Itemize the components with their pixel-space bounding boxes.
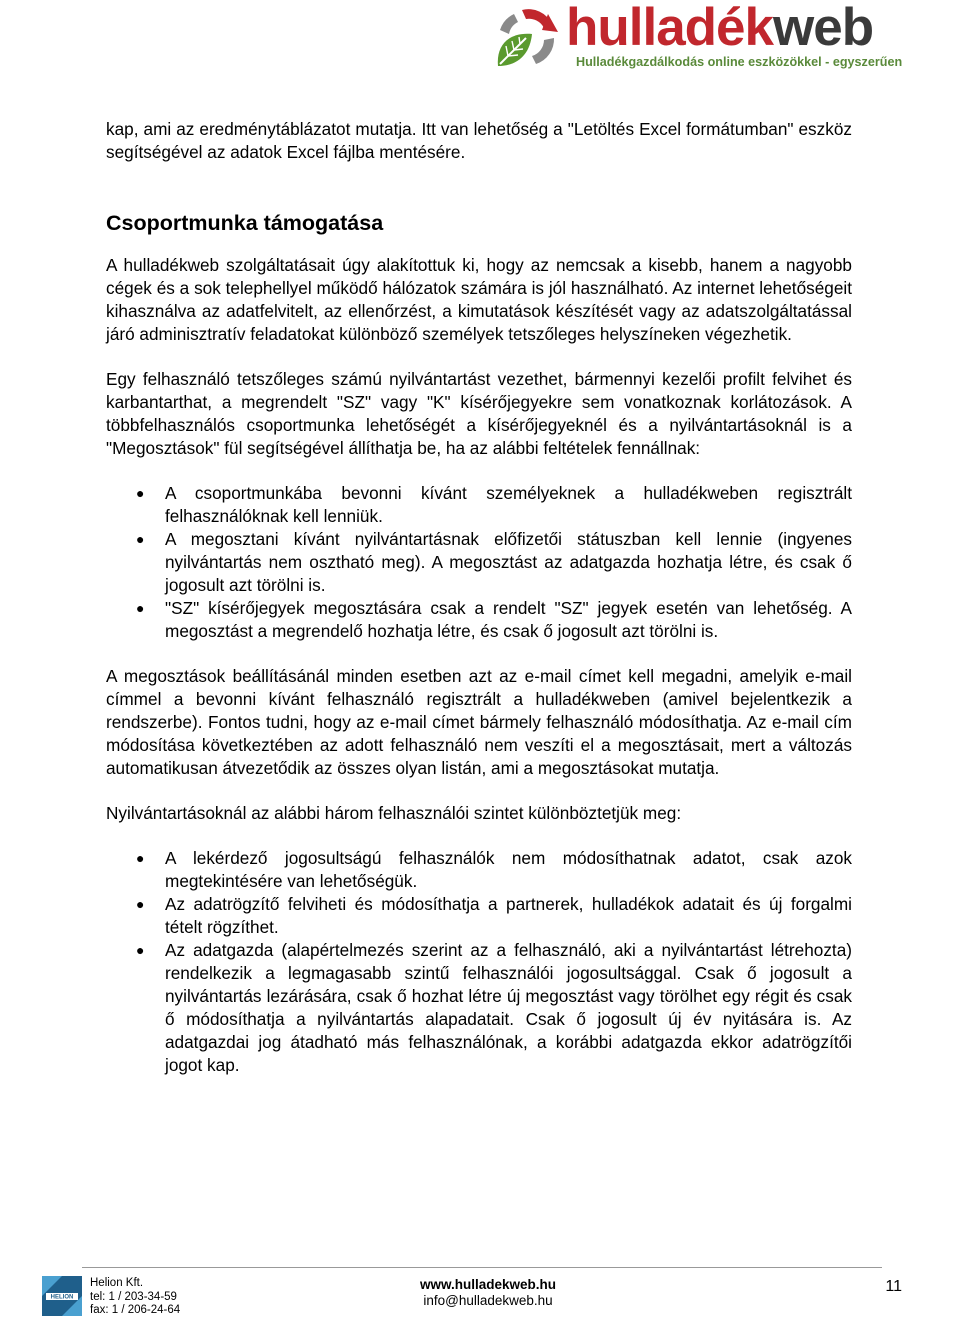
list-item: ● Az adatrögzítő felviheti és módosíthatja a partnerek, hulladékok adatait és új forgalmi tételt rögzíthet. <box>136 894 852 937</box>
footer-web <box>420 1277 556 1309</box>
bullet-icon: ● <box>136 896 145 912</box>
paragraph-3: A megosztások beállításánál minden esetben azt az e-mail címet kell megadni, amelyik e-mail címmel a bevonni kívánt felhasználó regisztrált a hulladékweben (amivel bejelentkezik a rendszerbe). Fontos tudni, hogy az e-mail címet bármely felhasználó módosíthatja. Az e-mail cím módosítása következtében az adott felhasználó nem veszíti el a megosztásait, mert a változás automatikusan átvezetődik az összes olyan listán, ami a megosztásokat mutatja. <box>106 666 852 778</box>
document-body <box>106 118 852 1077</box>
bullet-icon: ● <box>136 600 145 616</box>
list-item: ● A megosztani kívánt nyilvántartásnak előfizetői státuszban kell lennie (ingyenes nyilvántartás nem osztható meg). A megosztást az adatgazda hozhatja létre, és csak ő jogosult azt törölni is. <box>136 529 852 595</box>
user-levels-list <box>106 847 852 1077</box>
list-item: ● A lekérdező jogosultságú felhasználók nem módosíthatnak adatot, csak azok megtekintésére van lehetőségük. <box>136 848 852 891</box>
brand-tagline: Hulladékgazdálkodás online eszközökkel - egyszerűen <box>576 55 903 69</box>
recycle-leaf-icon <box>492 4 562 72</box>
paragraph-4: Nyilvántartásoknál az alábbi három felhasználói szintet különböztetjük meg: <box>106 803 682 823</box>
brand-name <box>566 0 873 60</box>
bullet-icon: ● <box>136 850 145 866</box>
paragraph-1: A hulladékweb szolgáltatásait úgy alakítottuk ki, hogy az nemcsak a kisebb, hanem a nagyobb cégek és a sok telephellyel működő hálózatok számára is jól használható. Az internet lehetőségeit kihasználva az adatfelvitelt, az ellenőrzést, a kimutatások készítését vagy az adatszolgáltatással járó adminisztratív feladatokat különböző személyek tetszőleges helyszíneken végezhetik. <box>106 255 852 344</box>
phone-number: tel: 1 / 203-34-59 <box>90 1290 177 1303</box>
brand-logo <box>490 0 930 78</box>
brand-name-part2: web <box>773 0 874 57</box>
page-number: 11 <box>885 1278 902 1295</box>
website-link[interactable]: www.hulladekweb.hu <box>420 1277 557 1292</box>
email-link[interactable]: info@hulladekweb.hu <box>423 1293 553 1308</box>
conditions-list <box>106 482 852 643</box>
company-name: Helion Kft. <box>90 1277 144 1289</box>
intro-paragraph: kap, ami az eredménytáblázatot mutatja. Itt van lehetőség a "Letöltés Excel formátumban" eszköz segítségével az adatok Excel fájlba mentésére. <box>106 119 852 162</box>
bullet-icon: ● <box>136 485 145 501</box>
list-item: ● Az adatgazda (alapértelmezés szerint az a felhasználó, aki a nyilvántartást létrehozta) rendelkezik a legmagasabb szintű felhasználói jogosultsággal. Csak ő jogosult a nyilvántartás lezárására, csak ő hozhat létre új megosztást vagy törölhet egy régit és csak ő módosíthatja a nyilvántartás alapadatait. Csak ő jogosult új év nyitására is. Az adatgazdai jog átadható más felhasználónak, a korábbi adatgazda ekkor adatrögzítői jogot kap. <box>136 940 852 1075</box>
footer-divider <box>82 1267 882 1268</box>
list-item: ● A csoportmunkába bevonni kívánt személyeknek a hulladékweben regisztrált felhasználóknak kell lenniük. <box>136 483 852 526</box>
list-item: ● "SZ" kísérőjegyek megosztására csak a rendelt "SZ" jegyek esetén van lehetőség. A megosztást a megrendelő hozhatja létre, és csak ő jogosult azt törölni is. <box>136 598 852 641</box>
section-heading: Csoportmunka támogatása <box>106 211 384 235</box>
helion-logo-icon <box>42 1276 82 1316</box>
svg-text:HELION: HELION <box>50 1294 74 1301</box>
footer-contact <box>90 1277 180 1318</box>
fax-number: fax: 1 / 206-24-64 <box>90 1304 181 1316</box>
bullet-icon: ● <box>136 942 145 958</box>
brand-name-part1: hulladék <box>566 0 774 57</box>
bullet-icon: ● <box>136 531 145 547</box>
paragraph-2: Egy felhasználó tetszőleges számú nyilvántartást vezethet, bármennyi kezelői profilt felvihet és karbantarthat, a megrendelt "SZ" vagy "K" kísérőjegyekre sem vonatkoznak korlátozások. A többfelhasználós csoportmunka lehetőségét a kísérőjegyeknél és a nyilvántartásoknál is a "Megosztások" fül segítségével állíthatja be, ha az alábbi feltételek fennállnak: <box>106 369 852 458</box>
